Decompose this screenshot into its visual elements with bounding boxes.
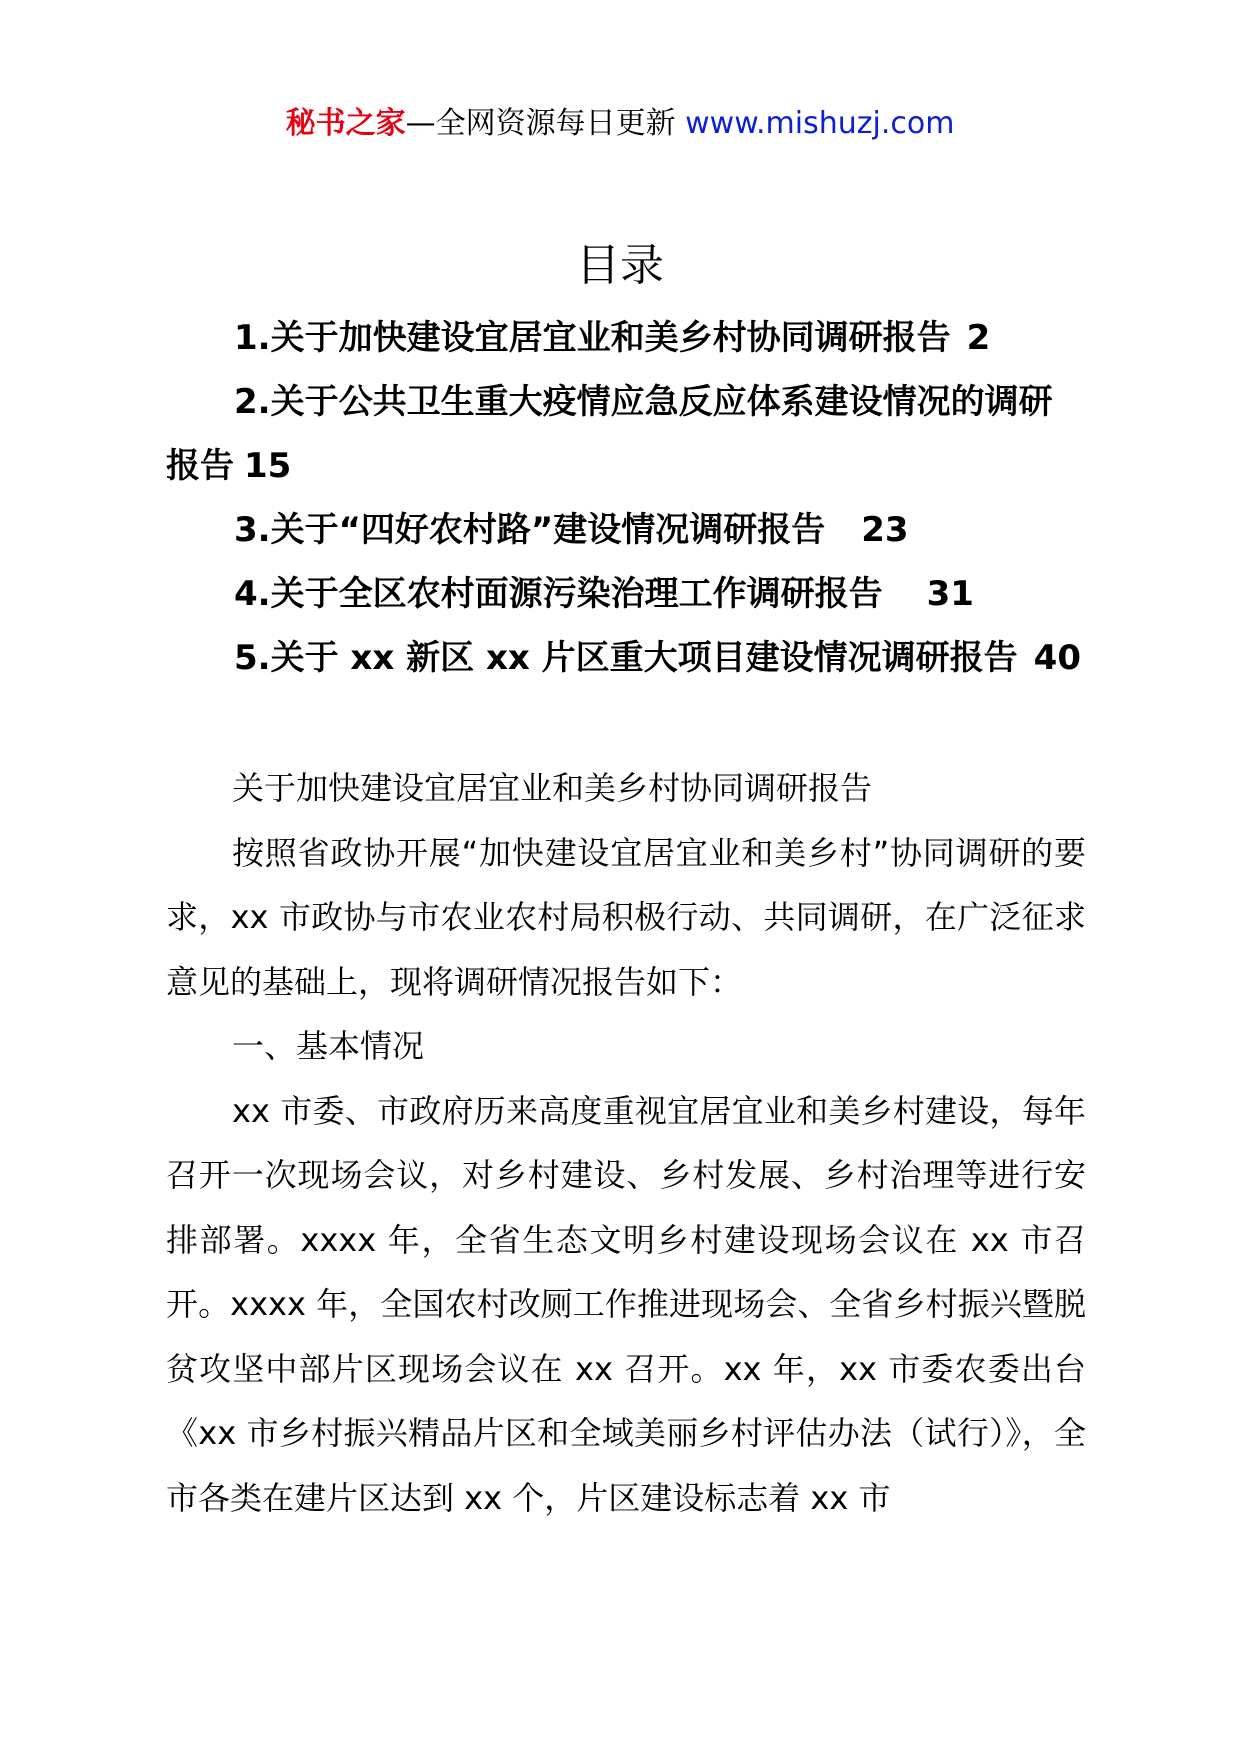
brand-name: 秘书之家 — [285, 106, 406, 141]
toc-item-page: 2 — [966, 318, 991, 358]
toc-item-2[interactable] — [166, 370, 1086, 498]
toc-item-label: 5.关于 xx 新区 xx 片区重大项目建设情况调研报告 — [234, 638, 1018, 678]
toc-item-4[interactable] — [166, 562, 1086, 626]
intro-paragraph: 按照省政协开展“加快建设宜居宜业和美乡村”协同调研的要求，xx 市政协与市农业农村局积极行动、共同调研，在广泛征求意见的基础上，现将调研情况报告如下： — [166, 833, 1086, 1001]
article-title: 关于加快建设宜居宜业和美乡村协同调研报告 — [232, 769, 873, 807]
section-heading: 一、基本情况 — [232, 1027, 425, 1065]
toc-item-page: 31 — [926, 574, 974, 614]
header-tagline: —全网资源每日更新 — [405, 106, 676, 141]
toc-title: 目录 — [576, 240, 664, 291]
toc-item-label: 1.关于加快建设宜居宜业和美乡村协同调研报告 — [234, 318, 951, 358]
section-paragraph: xx 市委、市政府历来高度重视宜居宜业和美乡村建设，每年召开一次现场会议，对乡村建设、乡村发展、乡村治理等进行安排部署。xxxx 年，全省生态文明乡村建设现场会议在 xx 市召开。xxxx 年，全国农村改厕工作推进现场会、全省乡村振兴暨脱贫攻坚中部片区现场会议在 xx 召开。xx 年，xx 市委农委出台《xx 市乡村振兴精品片区和全域美丽乡村评估办法（试行）》，全市各类在建片区达到 xx 个，片区建设标志着 xx 市 — [166, 1091, 1086, 1517]
toc-item-1[interactable] — [166, 306, 1086, 370]
toc-item-label: 3.关于“四好农村路”建设情况调研报告 — [234, 510, 826, 550]
toc-item-3[interactable] — [166, 498, 1086, 562]
toc-item-label: 4.关于全区农村面源污染治理工作调研报告 — [234, 574, 883, 614]
page-header — [0, 102, 1240, 146]
toc-item-label: 2.关于公共卫生重大疫情应急反应体系建设情况的调研报告 — [166, 382, 1053, 486]
toc-item-page: 23 — [861, 510, 909, 550]
article-body — [166, 756, 1086, 1530]
toc-item-page: 15 — [244, 446, 292, 486]
toc-item-page: 40 — [1033, 638, 1081, 678]
toc-item-5[interactable] — [166, 626, 1086, 690]
website-link[interactable]: www.mishuzj.com — [685, 106, 955, 141]
table-of-contents — [166, 306, 1086, 690]
